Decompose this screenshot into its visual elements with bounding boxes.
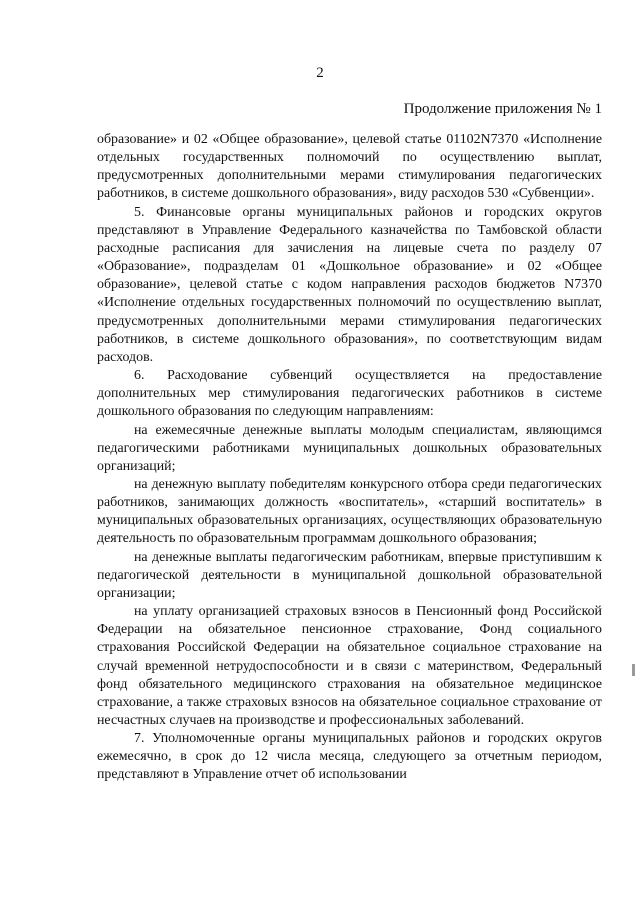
paragraph-continuation: образование» и 02 «Общее образование», целевой статье 01102N7370 «Исполнение отдельных государственных полномочий по осуществлению выплат, предусмотренных дополнительными мерами стимулирования педагогических работников, в системе дошкольного образования», виду расходов 530 «Субвенции». [97,132,602,202]
paragraph-direction-insurance-contributions: на уплату организацией страховых взносов в Пенсионный фонд Российской Федерации на обязательное пенсионное страхование, Фонд социального страхования Российской Федерации на обязательное социальное страхование на случай временной нетрудоспособности и в связи с материнством, Федеральный фонд обязательного медицинского страхования на обязательное медицинское страхование, а также страховых взносов на обязательное социальное страхование от несчастных случаев на производстве и профессиональных заболеваний. [97,604,602,728]
page-number: 2 [316,65,324,81]
paragraph-direction-young-specialists: на ежемесячные денежные выплаты молодым специалистам, являющимся педагогическими работниками муниципальных дошкольных образовательных организаций; [97,422,602,474]
document-body [97,131,602,785]
paragraph-item-5: 5. Финансовые органы муниципальных районов и городских округов представляют в Управление Федерального казначейства по Тамбовской области расходные расписания для зачисления на лицевые счета по разделу 07 «Образование», подразделам 01 «Дошкольное образование» и 02 «Общее образование», целевой статье с кодом направления расходов бюджетов N7370 «Исполнение отдельных государственных полномочий по осуществлению выплат, предусмотренных дополнительными мерами стимулирования педагогических работников, в системе дошкольного образования», по соответствующим видам расходов. [97,204,602,365]
paragraph-direction-contest-winners: на денежную выплату победителям конкурсного отбора среди педагогических работников, занимающих должность «воспитатель», «старший воспитатель» в муниципальных образовательных организациях, осуществляющих образовательную деятельность по образовательным программам дошкольного образования; [97,476,602,547]
paragraph-item-6: 6. Расходование субвенций осуществляется на предоставление дополнительных мер стимулирования педагогических работников в системе дошкольного образования по следующим направлениям: [97,368,602,420]
paragraph-direction-first-time-teachers: на денежные выплаты педагогическим работникам, впервые приступившим к педагогической деятельности в муниципальной дошкольной образовательной организации; [97,549,602,601]
scan-edge-mark [632,664,635,676]
paragraph-item-7: 7. Уполномоченные органы муниципальных районов и городских округов ежемесячно, в срок до 12 числа месяца, следующего за отчетным периодом, представляют в Управление отчет об использовании [97,731,602,783]
appendix-continuation-note: Продолжение приложения № 1 [403,101,602,117]
